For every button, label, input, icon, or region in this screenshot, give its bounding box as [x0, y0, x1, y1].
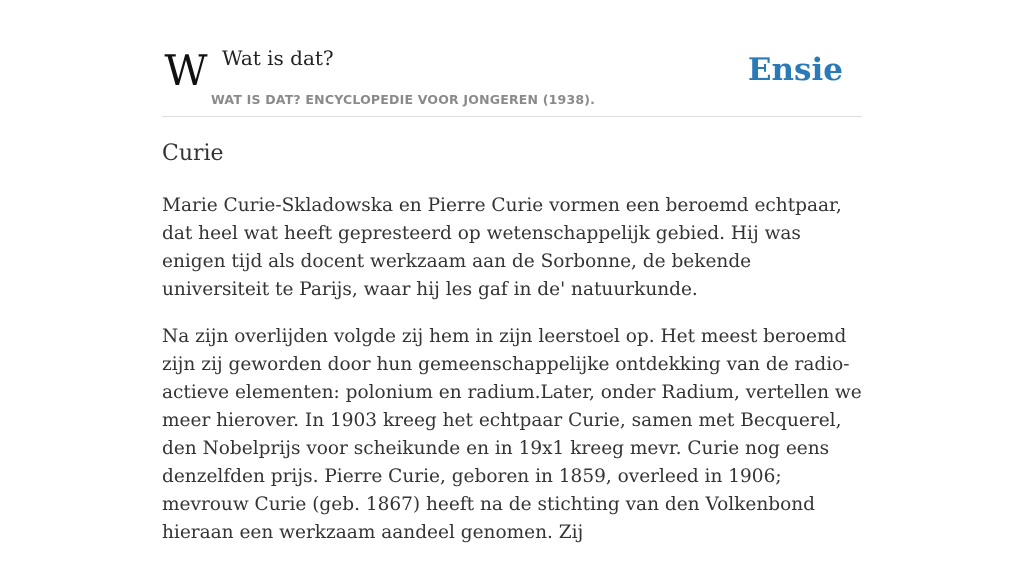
svg-text:W: W	[164, 46, 208, 95]
site-subtitle: WAT IS DAT? ENCYCLOPEDIE VOOR JONGEREN (1938).	[211, 92, 596, 107]
site-header	[162, 38, 862, 117]
article-body	[162, 192, 862, 566]
site-title-link[interactable]: Wat is dat?	[222, 46, 334, 70]
ensie-brand-logo[interactable]: Ensie	[747, 52, 843, 88]
article-title: Curie	[162, 141, 224, 166]
wikipedia-w-icon[interactable]	[164, 46, 208, 95]
article-paragraph-2: Na zijn overlijden volgde zij hem in zijn leerstoel op. Het meest beroemd zijn zij geworden door hun gemeenschappelijke ontdekking van de radio-actieve elementen: polonium en radium.Later, onder Radium, vertellen we meer hierover. In 1903 kreeg het echtpaar Curie, samen met Becquerel, den Nobelprijs voor scheikunde en in 19x1 kreeg mevr. Curie nog eens denzelfden prijs. Pierre Curie, geboren in 1859, overleed in 1906; mevrouw Curie (geb. 1867) heeft na de stichting van den Volkenbond hieraan een werkzaam aandeel genomen. Zij	[162, 326, 862, 543]
article-paragraph-1: Marie Curie-Skladowska en Pierre Curie vormen een beroemd echtpaar, dat heel wat heeft gepresteerd op wetenschappelijk gebied. Hij was enigen tijd als docent werkzaam aan de Sorbonne, de bekende universiteit te Parijs, waar hij les gaf in de' natuurkunde.	[162, 195, 842, 300]
